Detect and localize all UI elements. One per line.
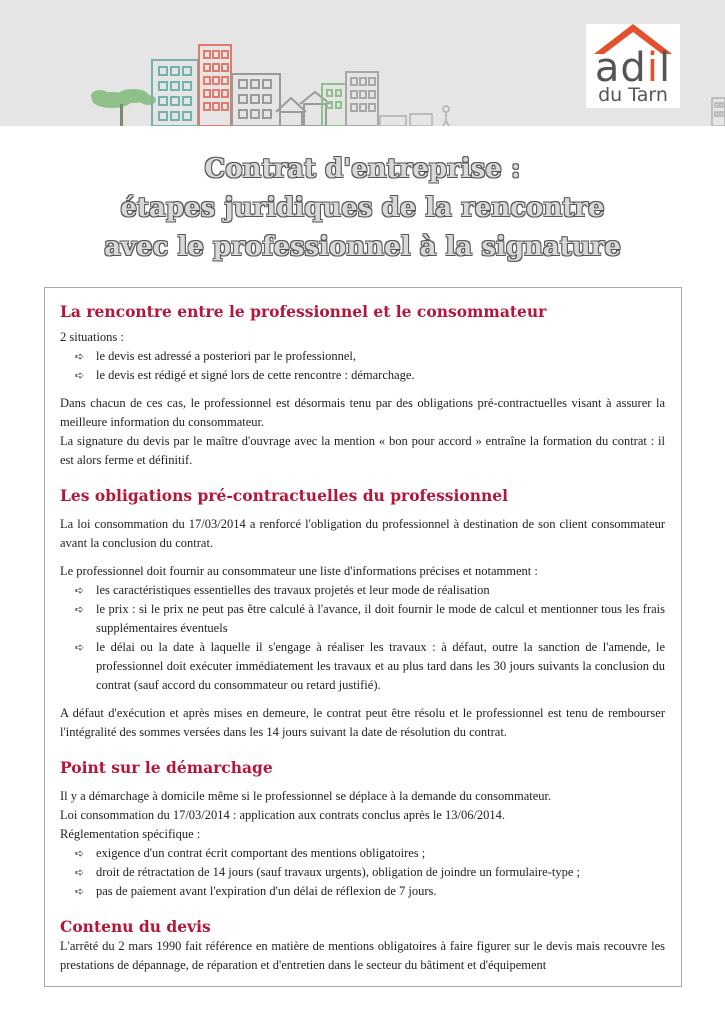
arrow-bullet-icon: ➪	[75, 866, 85, 879]
arrow-bullet-icon: ➪	[75, 584, 85, 597]
title-line-1: Contrat d'entreprise :	[204, 154, 521, 184]
arrow-bullet-icon: ➪	[75, 603, 85, 616]
paragraph: Réglementation spécifique :	[60, 827, 201, 841]
list-item: ➪ le délai ou la date à laquelle il s'engage à réaliser les travaux : à défaut, outre la sanction de l'amende, le professionnel doit exécuter immédiatement les travaux et au plus tard dans les 30 jours suivants la conclusion du contrat (sauf accord du consommateur ou retard justifié).	[75, 640, 665, 692]
section-intro: 2 situations :	[60, 330, 124, 344]
paragraph: Loi consommation du 17/03/2014 : application aux contrats conclus après le 13/06/2014.	[60, 808, 506, 822]
section-heading-rencontre: La rencontre entre le professionnel et le consommateur	[60, 302, 547, 321]
section-heading-obligations: Les obligations pré-contractuelles du professionnel	[60, 486, 509, 505]
tree-icon	[91, 89, 156, 126]
content-box	[44, 287, 682, 987]
list-item: ➪ le devis est rédigé et signé lors de cette rencontre : démarchage.	[60, 366, 665, 385]
arrow-bullet-icon: ➪	[75, 641, 85, 654]
bullet-list	[60, 844, 665, 901]
arrow-bullet-icon: ➪	[75, 885, 85, 898]
paragraph: A défaut d'exécution et après mises en demeure, le contrat peut être résolu et le professionnel est tenu de rembourser l'intégralité des sommes versées dans les 14 jours suivant la date de résolution du contrat.	[60, 706, 665, 739]
section-heading-contenu-devis: Contenu du devis	[60, 917, 211, 936]
arrow-bullet-icon: ➪	[75, 847, 85, 860]
adil-logo	[586, 24, 680, 108]
page-title	[0, 150, 725, 267]
paragraph: L'arrêté du 2 mars 1990 fait référence en matière de mentions obligatoires à faire figurer sur le devis mais recouvre les prestations de dépannage, de réparation et d'entretien dans le secteur du bâtiment et d'équipement	[60, 939, 665, 972]
logo-subtext: du Tarn	[598, 84, 668, 106]
paragraph: Le professionnel doit fournir au consommateur une liste d'informations précises et notamment :	[60, 564, 538, 578]
header-banner	[0, 0, 725, 126]
paragraph: La loi consommation du 17/03/2014 a renforcé l'obligation du professionnel à destination de son client consommateur avant la conclusion du contrat.	[60, 517, 665, 550]
list-item: ➪ exigence d'un contrat écrit comportant des mentions obligatoires ;	[60, 844, 665, 863]
logo-text: adil	[594, 45, 672, 91]
list-item: ➪ pas de paiement avant l'expiration d'un délai de réflexion de 7 jours.	[60, 882, 665, 901]
paragraph: La signature du devis par le maître d'ouvrage avec la mention « bon pour accord » entraîne la formation du contrat : il est alors ferme et définitif.	[60, 434, 665, 467]
title-line-3: avec le professionnel à la signature	[104, 232, 621, 262]
arrow-bullet-icon: ➪	[75, 369, 85, 382]
title-line-2: étapes juridiques de la rencontre	[120, 193, 605, 223]
list-item: ➪ le devis est adressé a posteriori par le professionnel,	[60, 347, 665, 366]
section-heading-demarchage: Point sur le démarchage	[60, 758, 273, 777]
paragraph: Dans chacun de ces cas, le professionnel est désormais tenu par des obligations pré-contractuelles visant à assurer la meilleure information du consommateur.	[60, 396, 665, 429]
list-item: ➪ droit de rétractation de 14 jours (sauf travaux urgents), obligation de joindre un formulaire-type ;	[60, 863, 665, 882]
bullet-list	[60, 347, 665, 385]
bullet-list	[60, 581, 665, 695]
arrow-bullet-icon: ➪	[75, 350, 85, 363]
paragraph: Il y a démarchage à domicile même si le professionnel se déplace à la demande du consommateur.	[60, 789, 552, 803]
list-item: ➪ les caractéristiques essentielles des travaux projetés et leur mode de réalisation	[60, 581, 665, 600]
list-item: ➪ le prix : si le prix ne peut pas être calculé à l'avance, il doit fournir le mode de calcul et mentionner tous les frais supplémentaires éventuels	[75, 602, 665, 635]
